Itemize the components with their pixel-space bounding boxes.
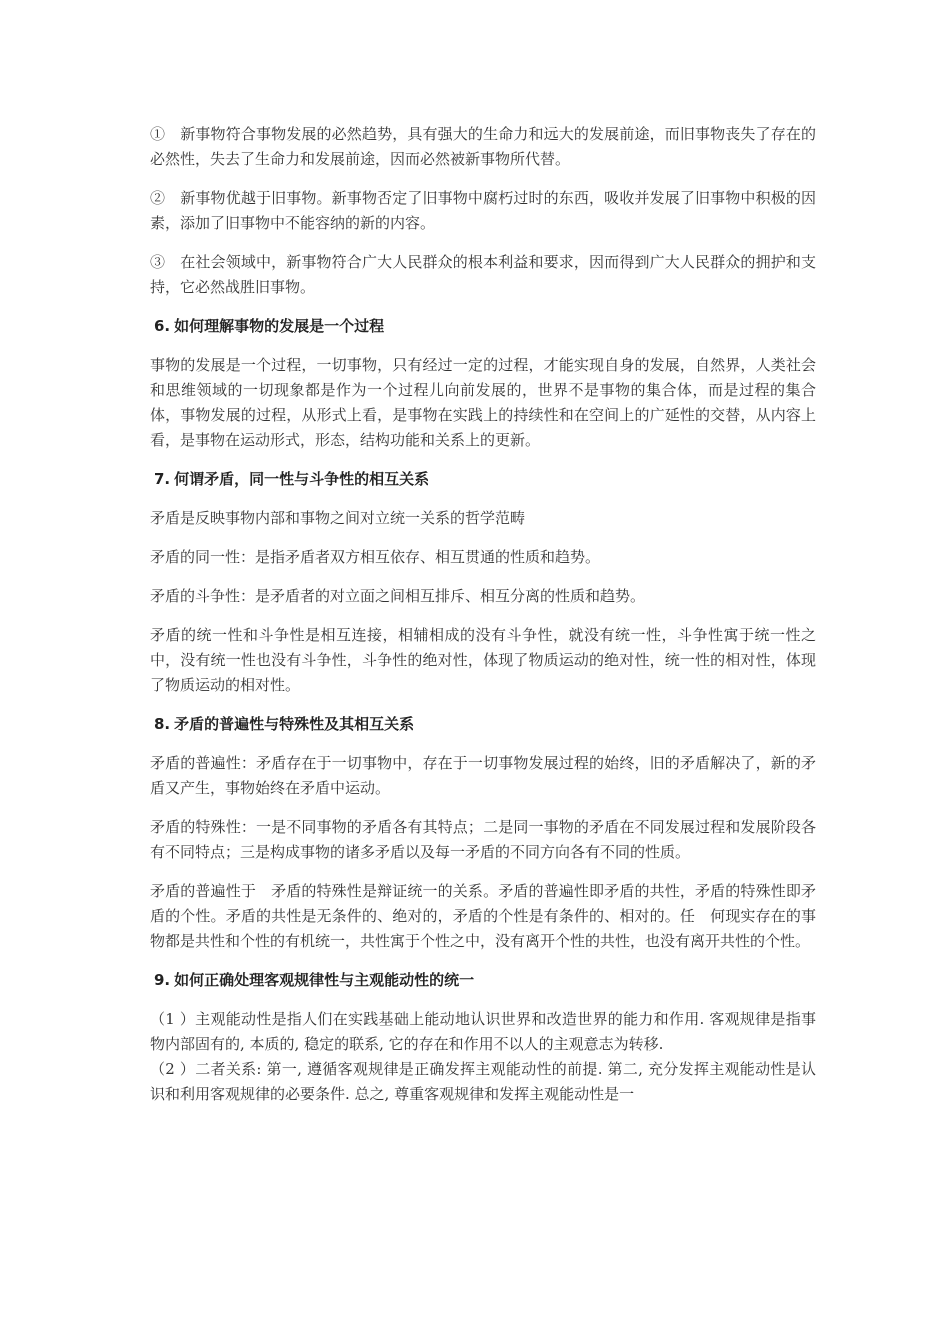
section-7-paragraph-3: 矛盾的斗争性：是矛盾者的对立面之间相互排斥、相互分离的性质和趋势。 [150, 587, 646, 605]
section-8-paragraph-2: 矛盾的特殊性：一是不同事物的矛盾各有其特点；二是同一事物的矛盾在不同发展过程和发展阶段各有不同特点；三是构成事物的诸多矛盾以及每一矛盾的不同方向各有不同的性质。 [150, 818, 816, 861]
document-page [150, 122, 816, 1107]
section-7-paragraph-2: 矛盾的同一性：是指矛盾者双方相互依存、相互贯通的性质和趋势。 [150, 548, 601, 566]
section-8-heading [150, 712, 816, 737]
list-item-2: ② 新事物优越于旧事物。新事物否定了旧事物中腐朽过时的东西，吸收并发展了旧事物中积极的因素，添加了旧事物中不能容纳的新的内容。 [150, 189, 816, 232]
section-9-paragraph-1: （1 ）主观能动性是指人们在实践基础上能动地认识世界和改造世界的能力和作用. 客观规律是指事物内部固有的, 本质的, 稳定的联系, 它的存在和作用不以人的主观意志为转移. [150, 1010, 816, 1053]
section-8-paragraph-1: 矛盾的普遍性：矛盾存在于一切事物中，存在于一切事物发展过程的始终，旧的矛盾解决了，新的矛盾又产生，事物始终在矛盾中运动。 [150, 754, 816, 797]
section-6-number: 6. [154, 317, 171, 335]
section-9-number: 9. [154, 971, 171, 989]
section-8-paragraph-3: 矛盾的普遍性于 矛盾的特殊性是辩证统一的关系。矛盾的普遍性即矛盾的共性，矛盾的特殊性即矛盾的个性。矛盾的共性是无条件的、绝对的，矛盾的个性是有条件的、相对的。任 何现实存在的事物都是共性和个性的有机统一，共性寓于个性之中，没有离开个性的共性，也没有离开共性的个性。 [150, 882, 816, 950]
section-9-heading [150, 968, 816, 993]
section-7-number: 7. [154, 470, 171, 488]
section-9-title: 如何正确处理客观规律性与主观能动性的统一 [174, 971, 475, 989]
list-item-3: ③ 在社会领域中，新事物符合广大人民群众的根本利益和要求，因而得到广大人民群众的拥护和支持，它必然战胜旧事物。 [150, 253, 816, 296]
section-7-title: 何谓矛盾，同一性与斗争性的相互关系 [174, 470, 430, 488]
section-6-paragraph-1: 事物的发展是一个过程，一切事物，只有经过一定的过程，才能实现自身的发展，自然界，人类社会和思维领域的一切现象都是作为一个过程儿向前发展的，世界不是事物的集合体，而是过程的集合体，事物发展的过程，从形式上看，是事物在实践上的持续性和在空间上的广延性的交替，从内容上看，是事物在运动形式，形态，结构功能和关系上的更新。 [150, 356, 816, 449]
section-7-paragraph-1: 矛盾是反映事物内部和事物之间对立统一关系的哲学范畴 [150, 509, 526, 527]
section-9-paragraph-2: （2 ）二者关系: 第一, 遵循客观规律是正确发挥主观能动性的前提. 第二, 充分发挥主观能动性是认识和利用客观规律的必要条件. 总之, 尊重客观规律和发挥主观能动性是一 [150, 1060, 816, 1103]
section-8-title: 矛盾的普遍性与特殊性及其相互关系 [174, 715, 415, 733]
list-item-1: ① 新事物符合事物发展的必然趋势，具有强大的生命力和远大的发展前途，而旧事物丧失了存在的必然性，失去了生命力和发展前途，因而必然被新事物所代替。 [150, 125, 816, 168]
section-7-paragraph-4: 矛盾的统一性和斗争性是相互连接，相辅相成的没有斗争性，就没有统一性，斗争性寓于统一性之中，没有统一性也没有斗争性，斗争性的绝对性，体现了物质运动的绝对性，统一性的相对性，体现了物质运动的相对性。 [150, 626, 816, 694]
section-6-heading [150, 314, 816, 339]
section-6-title: 如何理解事物的发展是一个过程 [174, 317, 385, 335]
section-7-heading [150, 467, 816, 492]
section-8-number: 8. [154, 715, 171, 733]
